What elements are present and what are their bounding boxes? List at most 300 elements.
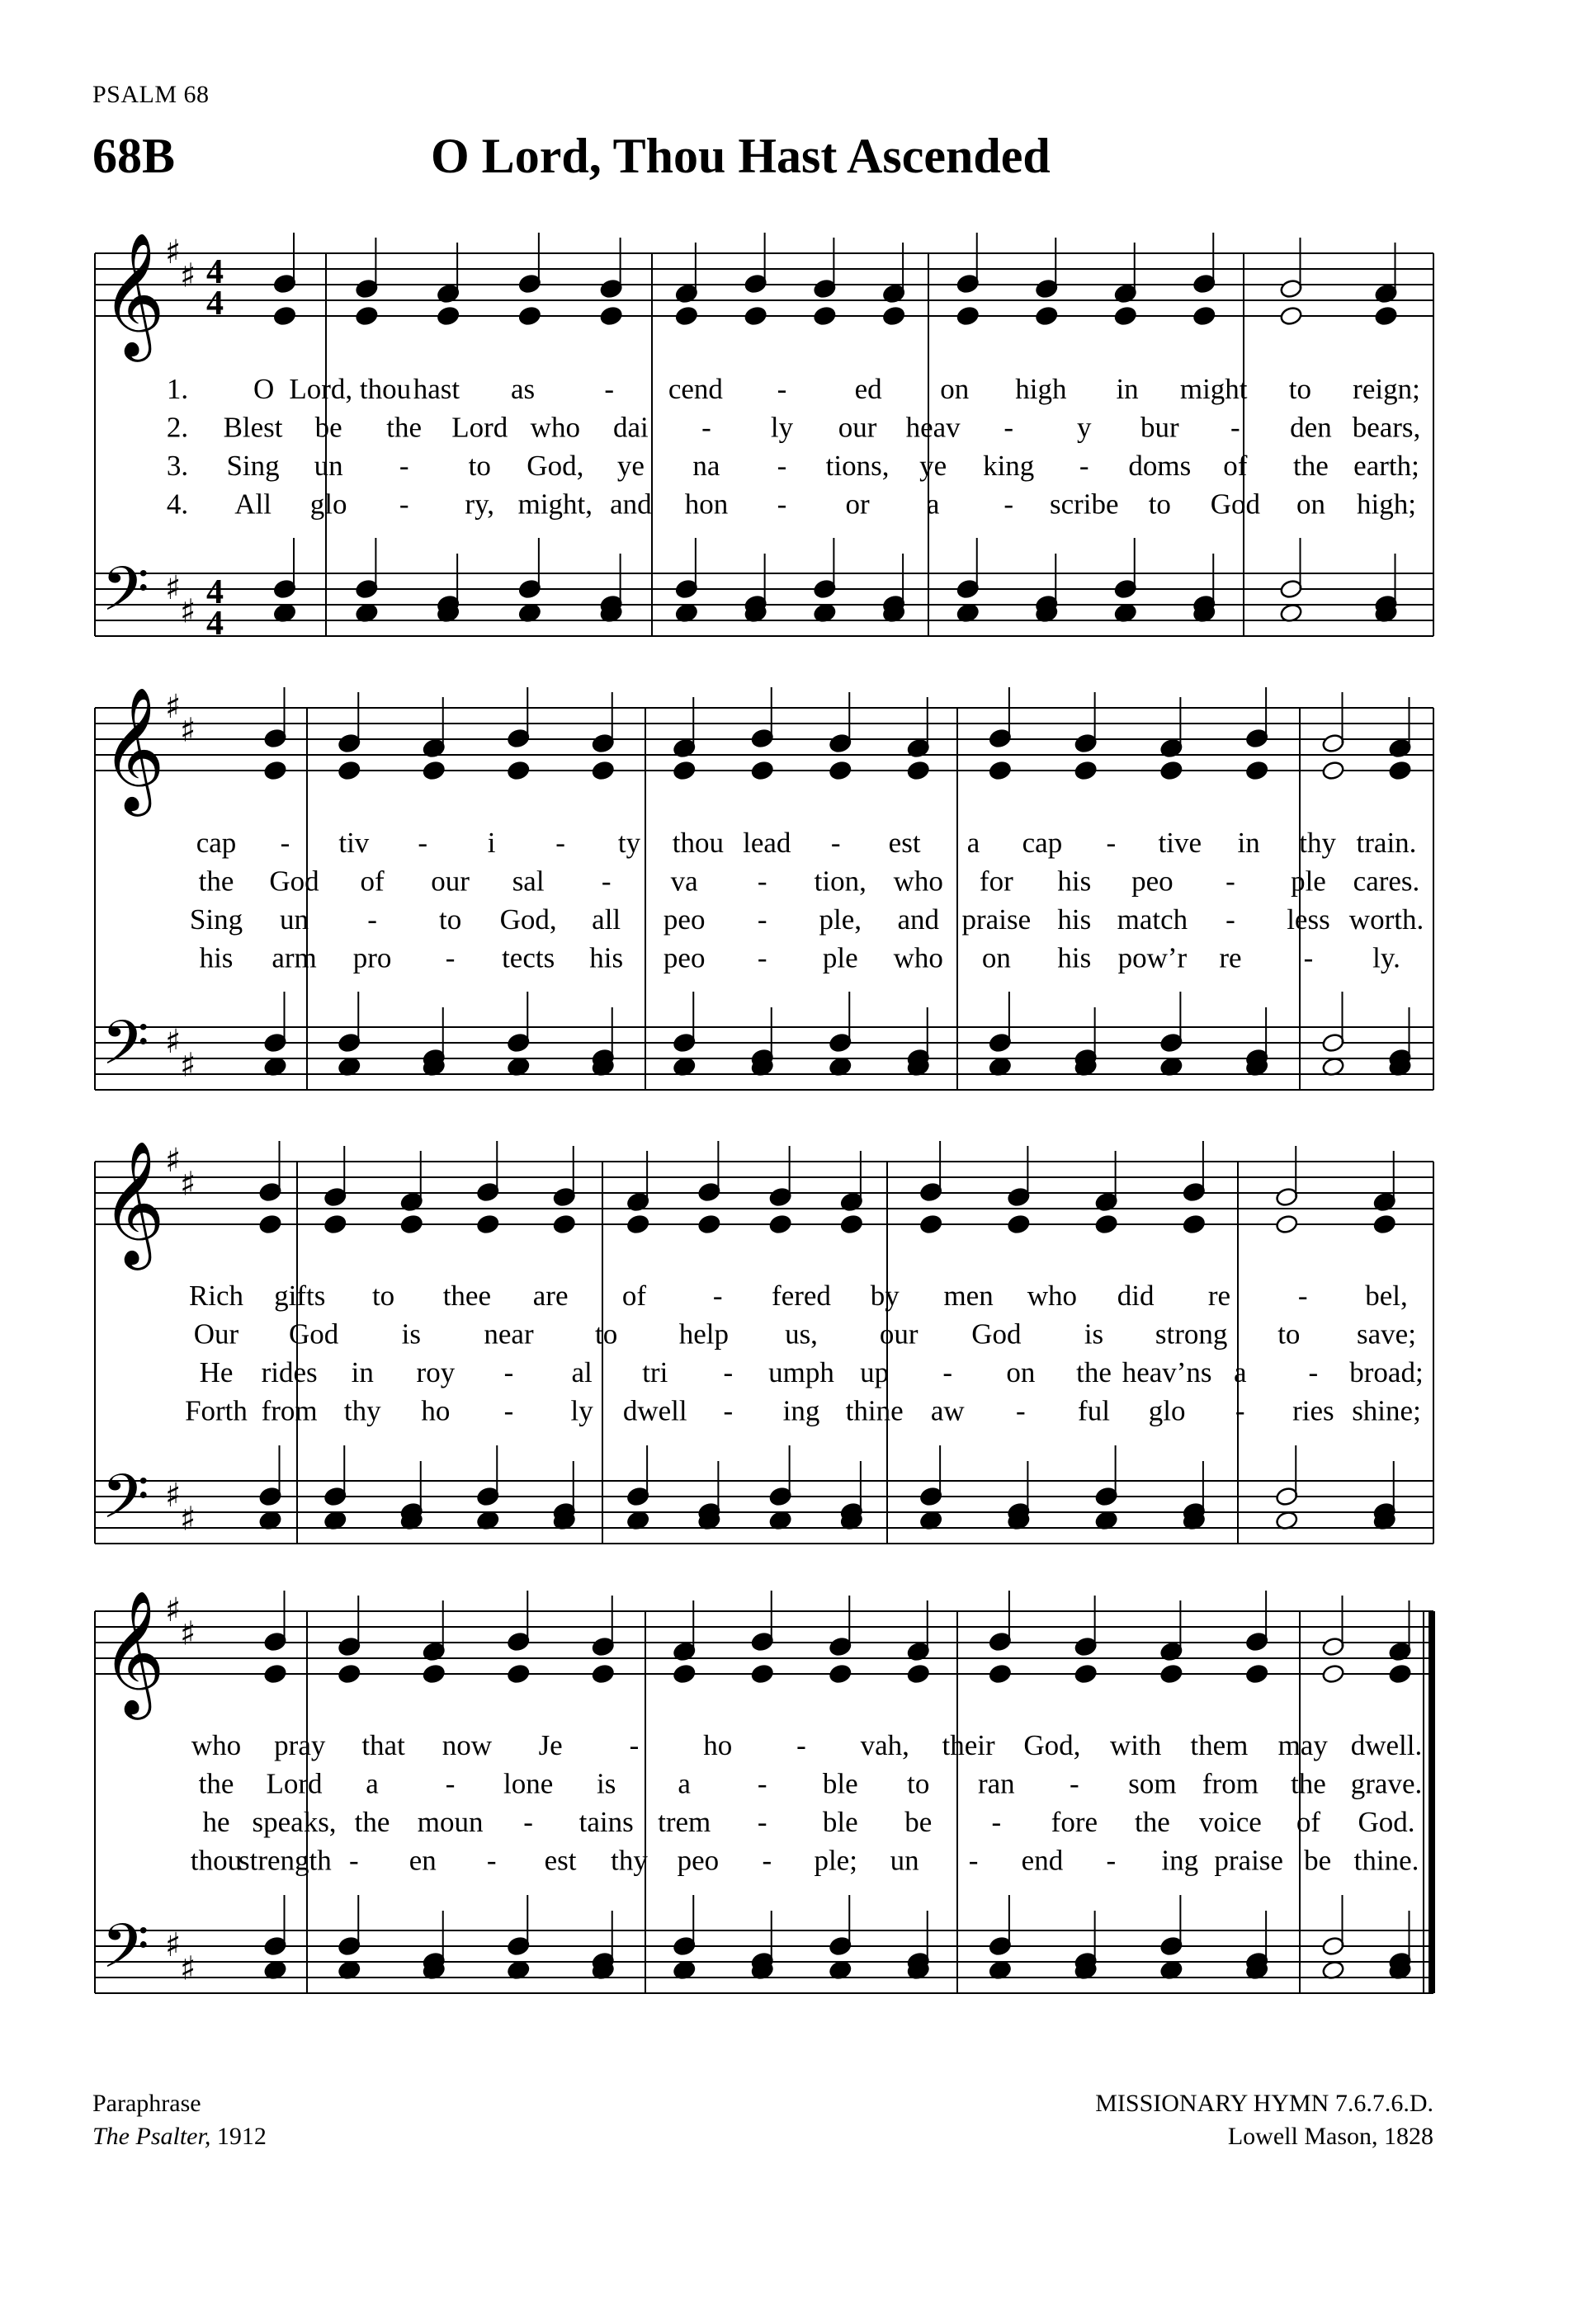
lyric-syllable: thee (442, 1280, 492, 1312)
note-head (1192, 305, 1216, 326)
treble-clef-icon: 𝄞 (102, 1589, 165, 1714)
treble-clef-icon: 𝄞 (102, 1139, 165, 1265)
lyric-syllable: - (723, 1356, 734, 1388)
lyric-syllable: na (692, 450, 720, 482)
lyric-syllable: train. (1356, 827, 1417, 859)
lyric-syllable: are (532, 1280, 569, 1312)
time-signature-digit: 4 (206, 285, 224, 323)
lyric-syllable: ful (1078, 1394, 1110, 1427)
lyric-syllable: match (1117, 903, 1188, 936)
lyric-syllable: - (777, 488, 787, 521)
lyric-syllable: ing (782, 1394, 820, 1427)
lyric-syllable: tive (1158, 827, 1202, 859)
lyric-syllable: peo (677, 1844, 720, 1877)
bass-clef-icon: 𝄢 (102, 1461, 149, 1548)
note-head (422, 1663, 446, 1684)
note-head (1372, 1214, 1396, 1234)
lyric-syllable: of (1296, 1806, 1321, 1838)
lyric-syllable: - (757, 941, 767, 974)
lyric-syllable: up (860, 1356, 890, 1388)
lyric-syllable: ed (854, 373, 882, 405)
lyric-syllable: ye (919, 450, 947, 482)
bass-clef-icon: 𝄢 (102, 554, 149, 640)
note-head (1007, 1214, 1031, 1234)
lyric-syllable: gifts (274, 1280, 326, 1312)
note-head (956, 305, 980, 326)
lyric-syllable: is (596, 1767, 616, 1800)
lyric-syllable: cares. (1353, 865, 1420, 898)
lyric-syllable: ran (977, 1767, 1015, 1800)
note-head (591, 760, 615, 780)
lyric-syllable: dwell (622, 1394, 687, 1427)
lyric-syllable: - (445, 941, 456, 974)
lyric-syllable: Lord (451, 411, 508, 444)
lyric-syllable: on (940, 373, 970, 405)
note-head (989, 1663, 1013, 1684)
lyric-syllable: tri (642, 1356, 668, 1388)
lyric-syllable: - (723, 1394, 734, 1427)
note-head (338, 1663, 361, 1684)
treble-staff (95, 1589, 1433, 1720)
lyric-syllable: and (897, 903, 940, 936)
lyric-syllable: i (487, 827, 496, 859)
note-head (1245, 1663, 1269, 1684)
lyric-syllable: doms (1128, 450, 1192, 482)
note-head (507, 1663, 531, 1684)
lyric-syllable: thou (190, 1844, 243, 1877)
lyric-syllable: thy (611, 1844, 648, 1877)
lyric-syllable: fered (772, 1280, 831, 1312)
lyric-syllable: ple (1291, 865, 1326, 898)
lyric-syllable: - (757, 903, 767, 936)
lyric-syllable: might, (517, 488, 593, 521)
lyric-syllable: ye (616, 450, 645, 482)
hymn-title: O Lord, Thou Hast Ascended (431, 129, 1051, 183)
sharp-icon: ♯ (180, 257, 196, 295)
lyric-syllable: to (1288, 373, 1311, 405)
lyric-syllable: est (544, 1844, 577, 1877)
bass-clef-icon: 𝄢 (102, 1007, 149, 1094)
lyric-syllable: ho (703, 1729, 733, 1761)
note-head (355, 305, 379, 326)
lyric-syllable: - (629, 1729, 640, 1761)
lyric-syllable: earth; (1353, 450, 1419, 482)
credit-source-title: The Psalter, (92, 2123, 211, 2150)
lyric-syllable: - (604, 373, 615, 405)
credit-source (92, 2120, 267, 2153)
lyric-syllable: pro (352, 941, 392, 974)
lyric-syllable: praise (961, 903, 1032, 936)
lyric-syllable: tains (578, 1806, 634, 1838)
lyric-syllable: tion, (814, 865, 867, 898)
lyric-syllable: speaks, (252, 1806, 337, 1838)
lyric-syllable: God (269, 865, 319, 898)
treble-staff (95, 1139, 1433, 1270)
lyric-syllable: - (1230, 411, 1240, 444)
lyric-syllable: - (830, 827, 841, 859)
lyric-syllable: - (280, 827, 290, 859)
lyric-syllable: to (907, 1767, 930, 1800)
lyric-syllable: fore (1051, 1806, 1098, 1838)
note-head (906, 1663, 930, 1684)
lyric-syllable: thine. (1353, 1844, 1419, 1877)
lyric-syllable: rides (261, 1356, 318, 1388)
lyric-syllable: the (198, 865, 234, 898)
lyric-syllable: - (1106, 1844, 1117, 1877)
credit-paraphrase: Paraphrase (92, 2090, 201, 2117)
lyric-syllable: - (1235, 1394, 1245, 1427)
lyric-syllable: y (1077, 411, 1092, 444)
lyric-syllable: be (314, 411, 342, 444)
lyric-syllable: ly. (1372, 941, 1400, 974)
note-head (1321, 760, 1345, 780)
lyric-syllable: a (966, 827, 980, 859)
lyric-syllable: us, (785, 1318, 818, 1351)
lyric-syllable: near (484, 1318, 534, 1351)
note-head (750, 760, 774, 780)
note-head (697, 1214, 721, 1234)
lyric-syllable: 4. (166, 488, 189, 521)
lyric-syllable: va (670, 865, 698, 898)
lyric-syllable: Lord (266, 1767, 323, 1800)
note-head (1094, 1214, 1118, 1234)
note-head (1279, 305, 1303, 326)
lyric-syllable: to (1148, 488, 1171, 521)
note-head (1159, 1663, 1183, 1684)
sharp-icon: ♯ (180, 1949, 196, 1988)
note-head (258, 1214, 282, 1234)
note-head (840, 1214, 864, 1234)
lyric-syllable: Je (538, 1729, 563, 1761)
lyric-syllable: Lord, thou (289, 373, 412, 405)
lyric-syllable: un (314, 450, 343, 482)
lyric-syllable: som (1128, 1767, 1177, 1800)
lyric-syllable: - (1303, 941, 1314, 974)
note-head (476, 1214, 500, 1234)
lyric-syllable: den (1290, 411, 1332, 444)
lyric-syllable: peo (663, 941, 706, 974)
lyric-syllable: - (1016, 1394, 1026, 1427)
note-head (744, 305, 767, 326)
lyric-syllable: bears, (1352, 411, 1421, 444)
lyric-syllable: cend (668, 373, 723, 405)
bass-staff (95, 1461, 1433, 1548)
lyric-syllable: ble (822, 1767, 858, 1800)
lyric-syllable: - (503, 1394, 514, 1427)
note-head (919, 1214, 943, 1234)
lyric-syllable: be (904, 1806, 933, 1838)
lyric-syllable: a (926, 488, 940, 521)
lyric-syllable: pray (274, 1729, 326, 1761)
lyric-syllable: from (261, 1394, 318, 1427)
lyric-syllable: Sing (226, 450, 280, 482)
lyric-syllable: - (601, 865, 612, 898)
lyric-syllable: his (199, 941, 234, 974)
lyric-syllable: grave. (1350, 1767, 1423, 1800)
lyric-syllable: O (253, 373, 275, 405)
lyric-syllable: tects (502, 941, 555, 974)
lyric-syllable: bur (1140, 411, 1179, 444)
lyric-syllable: - (777, 373, 787, 405)
note-head (829, 760, 852, 780)
lyric-syllable: umph (768, 1356, 834, 1388)
lyric-syllable: king (983, 450, 1035, 482)
lyric-syllable: - (942, 1356, 953, 1388)
lyric-syllable: - (367, 903, 377, 936)
lyric-syllable: to (468, 450, 491, 482)
lyric-syllable: He (199, 1356, 234, 1388)
lyric-syllable: dwell. (1350, 1729, 1423, 1761)
lyric-syllable: hast (413, 373, 460, 405)
lyric-syllable: thy (343, 1394, 381, 1427)
lyric-syllable: re (1207, 1280, 1231, 1312)
note-head (673, 760, 697, 780)
lyric-syllable: - (968, 1844, 979, 1877)
lyric-syllable: did (1117, 1280, 1155, 1312)
note-head (906, 760, 930, 780)
lyric-syllable: 1. (166, 373, 189, 405)
lyric-syllable: thy (1299, 827, 1336, 859)
lyric-syllable: glo (309, 488, 347, 521)
note-head (1113, 305, 1137, 326)
lyric-syllable: - (1079, 450, 1089, 482)
lyric-syllable: trem (658, 1806, 711, 1838)
note-head (273, 305, 297, 326)
note-head (1074, 760, 1098, 780)
sharp-icon: ♯ (180, 592, 196, 631)
lyric-syllable: a (366, 1767, 379, 1800)
lyric-syllable: - (1297, 1280, 1308, 1312)
lyric-syllable: God (289, 1318, 339, 1351)
sharp-icon: ♯ (165, 1591, 182, 1629)
lyric-syllable: strength (238, 1844, 332, 1877)
lyric-syllable: the (354, 1806, 390, 1838)
lyric-syllable: who (893, 941, 943, 974)
note-head (552, 1214, 576, 1234)
note-head (673, 1663, 697, 1684)
lyric-syllable: a (678, 1767, 691, 1800)
note-head (1374, 305, 1398, 326)
lyric-syllable: ho (421, 1394, 451, 1427)
lyric-syllable: a (1233, 1356, 1247, 1388)
lyric-syllable: vah, (860, 1729, 909, 1761)
sharp-icon: ♯ (180, 1615, 196, 1653)
lyric-syllable: arm (272, 941, 317, 974)
lyric-syllable: who (1027, 1280, 1077, 1312)
lyric-syllable: to (595, 1318, 618, 1351)
lyric-syllable: pow’r (1117, 941, 1188, 974)
lyric-syllable: moun (417, 1806, 484, 1838)
sharp-icon: ♯ (165, 1142, 182, 1180)
lyric-syllable: in (351, 1356, 374, 1388)
lyric-syllable: ly (570, 1394, 593, 1427)
lyric-syllable: to (438, 903, 462, 936)
lyric-syllable: - (757, 1767, 767, 1800)
lyric-syllable: worth. (1348, 903, 1424, 936)
sharp-icon: ♯ (165, 1477, 182, 1515)
lyric-syllable: who (893, 865, 943, 898)
lyric-syllable: Blest (223, 411, 283, 444)
lyric-syllable: on (1006, 1356, 1036, 1388)
lyric-syllable: aw (930, 1394, 965, 1427)
sharp-icon: ♯ (180, 711, 196, 750)
lyric-syllable: to (371, 1280, 395, 1312)
lyric-syllable: shine; (1352, 1394, 1421, 1427)
sharp-icon: ♯ (165, 1926, 182, 1964)
lyric-syllable: ry, (465, 488, 495, 521)
tune-credit (1095, 2087, 1433, 2153)
lyric-syllable: ing (1161, 1844, 1199, 1877)
note-head (768, 1214, 792, 1234)
lyric-syllable: - (418, 827, 428, 859)
lyric-syllable: un (890, 1844, 919, 1877)
note-head (591, 1663, 615, 1684)
note-head (518, 305, 542, 326)
lyric-syllable: ries (1292, 1394, 1334, 1427)
sharp-icon: ♯ (165, 233, 182, 271)
lyric-syllable: - (348, 1844, 359, 1877)
lyric-syllable: cap (1022, 827, 1063, 859)
note-head (750, 1663, 774, 1684)
lyric-syllable: - (757, 1806, 767, 1838)
lyric-syllable: end (1021, 1844, 1064, 1877)
lyric-syllable: on (1296, 488, 1325, 521)
lyric-syllable: who (530, 411, 580, 444)
lyric-syllable: on (981, 941, 1011, 974)
lyric-syllable: - (1225, 865, 1235, 898)
lyric-syllable: by (870, 1280, 900, 1312)
lyric-syllable: dai (612, 411, 649, 444)
lyric-syllable: the (1291, 1767, 1326, 1800)
lyric-syllable: - (555, 827, 565, 859)
note-head (263, 1663, 287, 1684)
sharp-icon: ♯ (180, 1165, 196, 1204)
lyric-syllable: - (1225, 903, 1235, 936)
sharp-icon: ♯ (180, 1046, 196, 1085)
lyric-syllable: - (796, 1729, 806, 1761)
lyric-syllable: the (198, 1767, 234, 1800)
lyric-syllable: may (1277, 1729, 1328, 1761)
bass-clef-icon: 𝄢 (102, 1911, 149, 1997)
lyric-syllable: - (445, 1767, 456, 1800)
lyric-syllable: - (762, 1844, 772, 1877)
lyric-syllable: our (838, 411, 877, 444)
psalm-label: PSALM 68 (92, 81, 210, 108)
lyric-syllable: he (202, 1806, 230, 1838)
lyric-syllable: ly (770, 411, 794, 444)
tune-name: MISSIONARY HYMN 7.6.7.6.D. (1095, 2090, 1433, 2117)
note-head (1275, 1214, 1299, 1234)
note-head (1074, 1663, 1098, 1684)
note-head (507, 760, 531, 780)
lyric-syllable: scribe (1049, 488, 1119, 521)
lyric-syllable: est (888, 827, 921, 859)
lyric-syllable: and (610, 488, 652, 521)
lyric-syllable: Sing (189, 903, 243, 936)
lyric-syllable: ble (822, 1806, 858, 1838)
note-head (1388, 760, 1412, 780)
lyric-syllable: - (503, 1356, 514, 1388)
lyric-syllable: of (621, 1280, 647, 1312)
lyric-syllable: less (1287, 903, 1330, 936)
lyric-syllable: God, (1023, 1729, 1081, 1761)
lyric-syllable: Forth (185, 1394, 248, 1427)
note-head (422, 760, 446, 780)
note-head (1321, 1663, 1345, 1684)
treble-staff (95, 686, 1433, 817)
note-head (437, 305, 460, 326)
lyric-syllable: them (1190, 1729, 1249, 1761)
lyric-syllable: - (777, 450, 787, 482)
sharp-icon: ♯ (165, 688, 182, 726)
lyric-syllable: to (1277, 1318, 1301, 1351)
lyric-syllable: lead (743, 827, 791, 859)
lyric-syllable: 2. (166, 411, 189, 444)
lyric-syllable: in (1116, 373, 1139, 405)
lyric-syllable: reign; (1353, 373, 1420, 405)
lyric-syllable: cap (196, 827, 237, 859)
lyric-syllable: all (592, 903, 621, 936)
lyric-syllable: from (1202, 1767, 1259, 1800)
lyric-syllable: - (399, 450, 409, 482)
lyric-syllable: Our (193, 1318, 239, 1351)
lyric-syllable: who (191, 1729, 242, 1761)
lyric-syllable: help (678, 1318, 729, 1351)
lyric-syllable: their (942, 1729, 995, 1761)
lyric-syllable: high (1015, 373, 1067, 405)
time-signature-digit: 4 (206, 605, 224, 643)
treble-clef-icon: 𝄞 (102, 231, 165, 356)
lyric-syllable: God (971, 1318, 1022, 1351)
lyric-syllable: - (1070, 1767, 1079, 1800)
lyric-syllable: be (1304, 1844, 1332, 1877)
note-head (882, 305, 906, 326)
tune-composer: Lowell Mason, 1828 (1227, 2123, 1433, 2150)
lyric-syllable: re (1219, 941, 1242, 974)
lyric-syllable: the (1135, 1806, 1170, 1838)
lyric-syllable: now (442, 1729, 492, 1761)
lyric-syllable: peo (663, 903, 706, 936)
lyric-syllable: - (1004, 411, 1014, 444)
lyric-syllable: the (386, 411, 423, 444)
lyric-syllable: hon (684, 488, 729, 521)
lyric-syllable: - (1004, 488, 1014, 521)
lyric-syllable: God, (499, 903, 557, 936)
lyric-syllable: ty (617, 827, 641, 859)
lyric-syllable: our (879, 1318, 919, 1351)
note-head (338, 760, 361, 780)
note-head (1183, 1214, 1207, 1234)
lyric-syllable: - (486, 1844, 497, 1877)
lyric-syllable: un (280, 903, 309, 936)
time-signature-digit: 4 (206, 573, 224, 611)
text-credit (92, 2087, 267, 2153)
lyric-syllable: save; (1357, 1318, 1416, 1351)
hymn-number: 68B (92, 129, 176, 183)
lyric-syllable: tions, (825, 450, 890, 482)
lyric-syllable: heav (905, 411, 961, 444)
lyric-syllable: his (1057, 865, 1092, 898)
lyric-syllable: - (701, 411, 711, 444)
lyric-syllable: al (571, 1356, 593, 1388)
note-head (1035, 305, 1059, 326)
note-head (1245, 760, 1269, 780)
lyric-syllable: as (510, 373, 536, 405)
note-head (1388, 1663, 1412, 1684)
final-bar-thick (1429, 1611, 1435, 1993)
lyric-syllable: his (1057, 903, 1092, 936)
note-head (599, 305, 623, 326)
